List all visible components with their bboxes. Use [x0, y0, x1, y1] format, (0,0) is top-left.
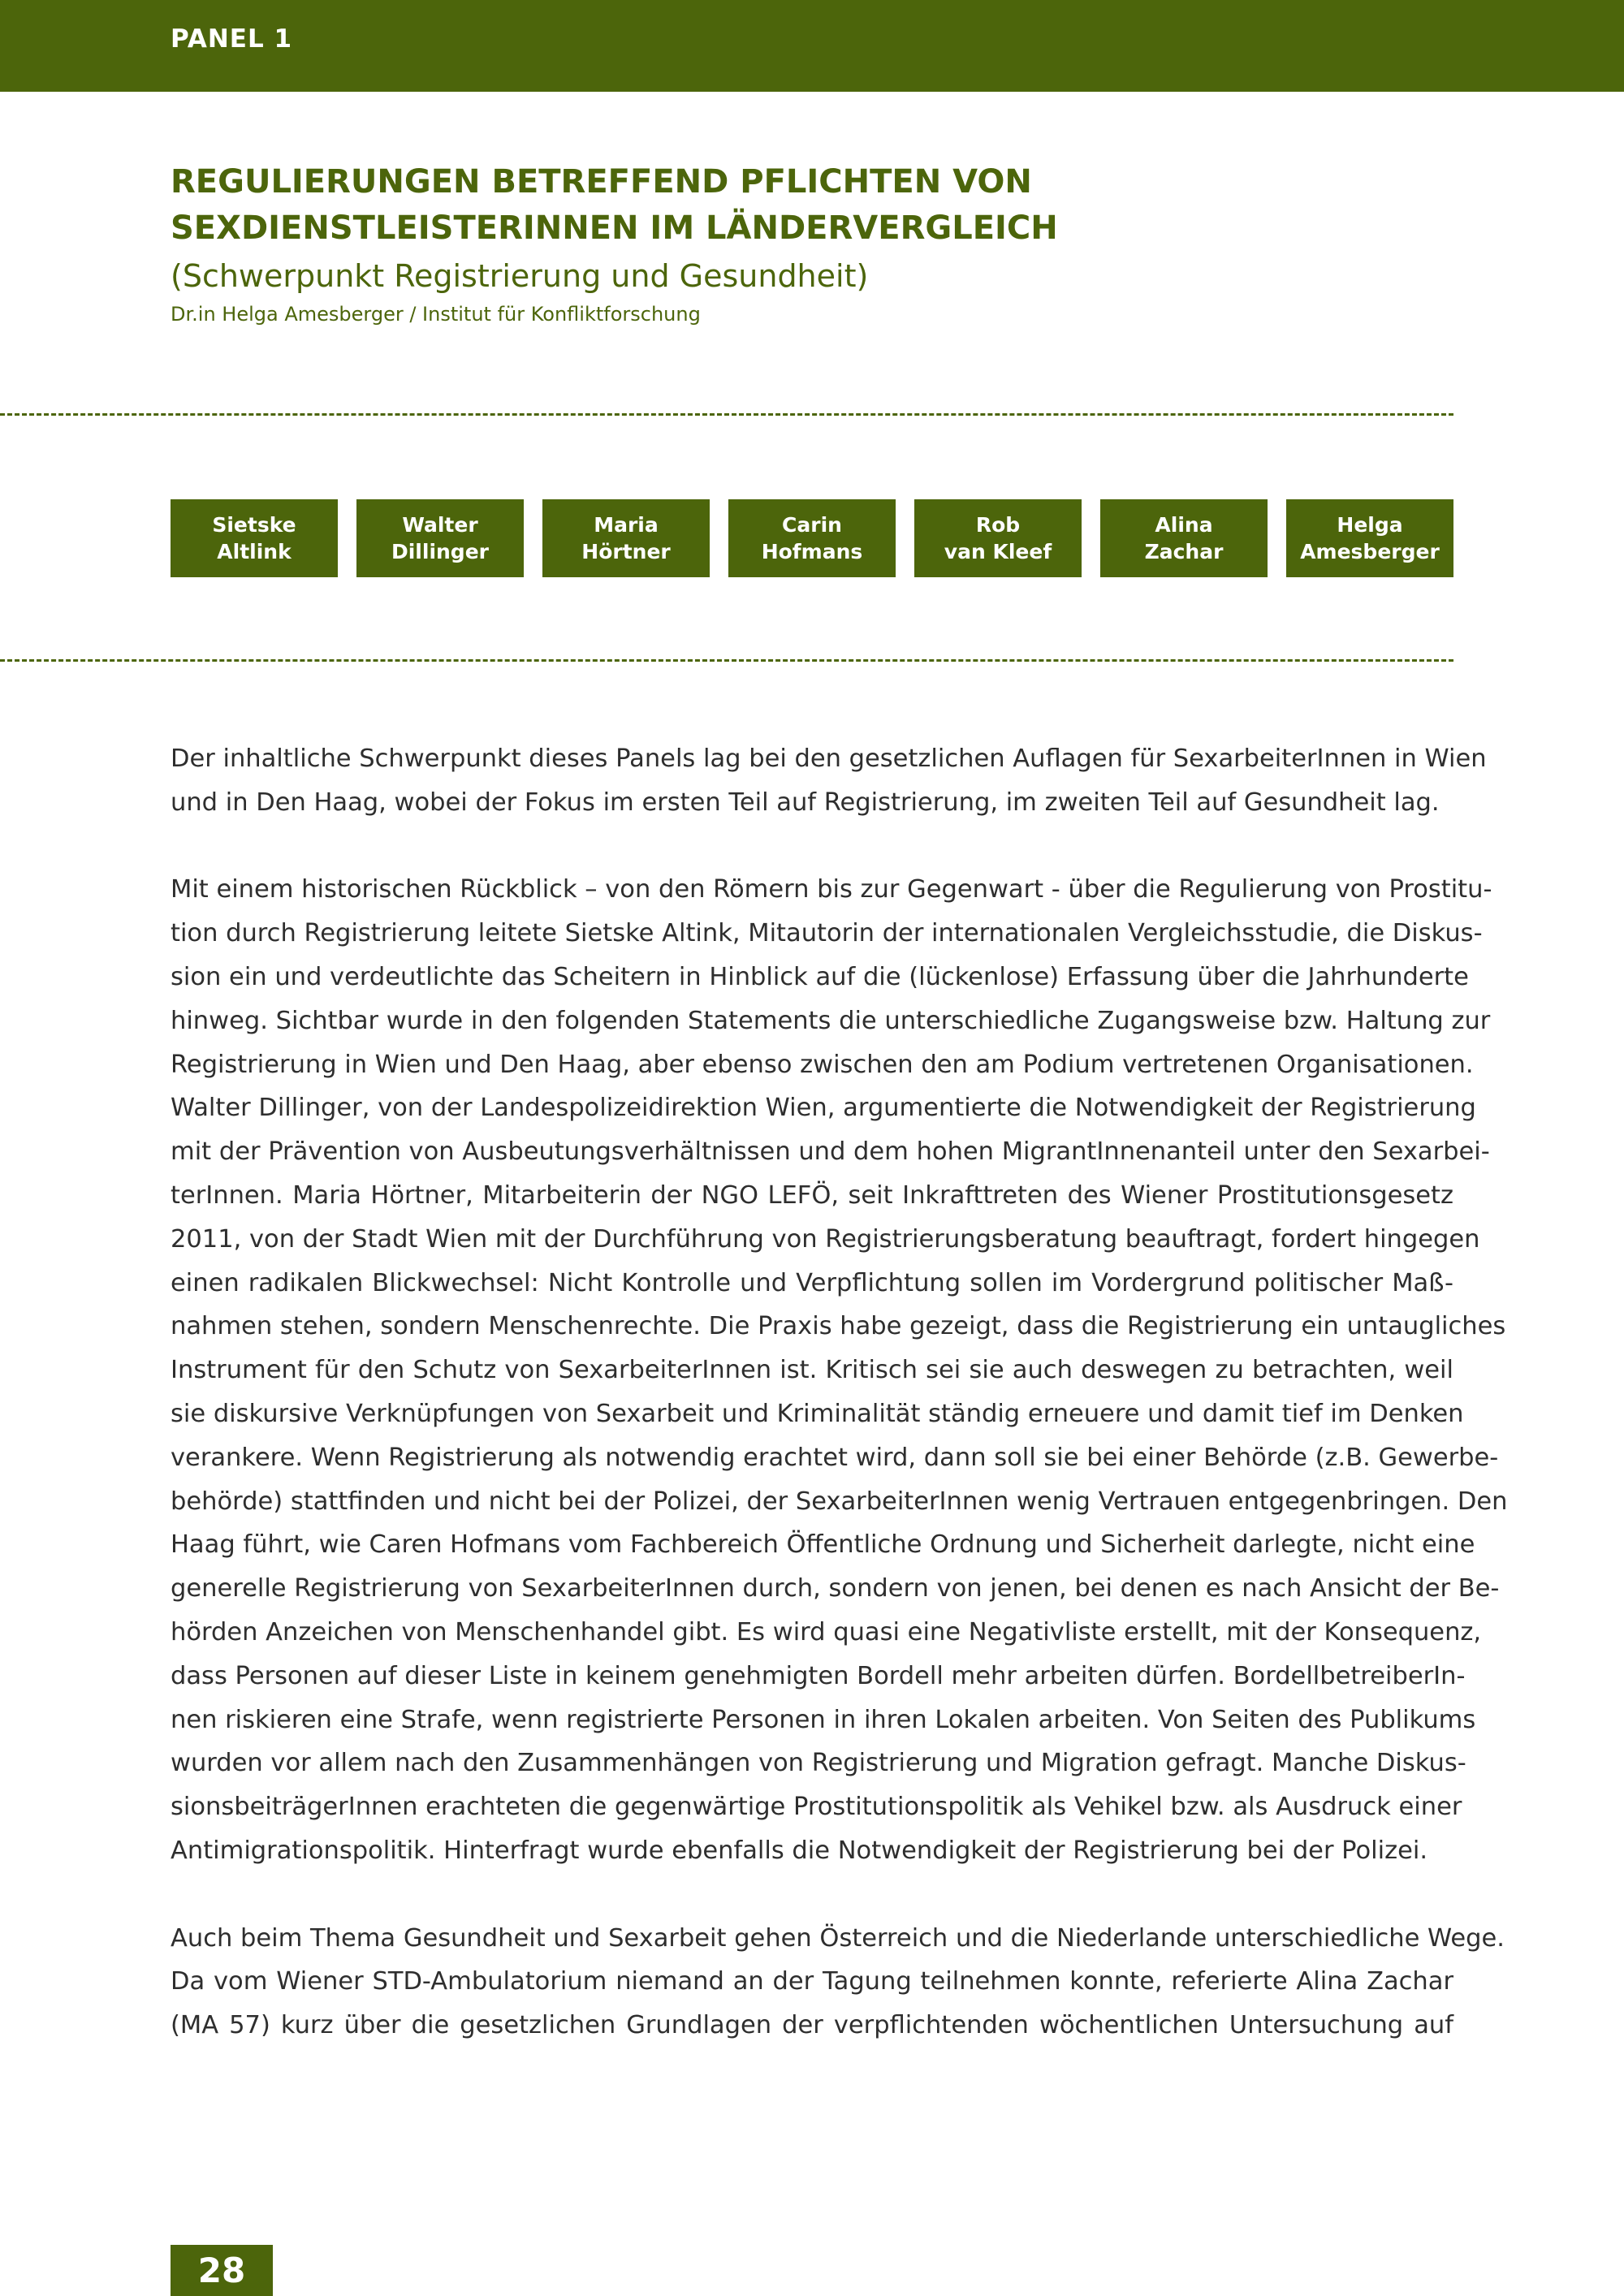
text-line: Da vom Wiener STD-Ambulatorium niemand an der Tagung teilnehmen konnte, referierte Alina Zachar [171, 1967, 1453, 1996]
text-line: terInnen. Maria Hörtner, Mitarbeiterin der NGO LEFÖ, seit Inkrafttreten des Wiener Prostitutionsgesetz [171, 1180, 1453, 1210]
speaker-box-altlink [171, 499, 338, 577]
speaker-last-name: Altlink [217, 540, 292, 563]
subtitle: (Schwerpunkt Registrierung und Gesundheit) [171, 258, 869, 294]
paragraph-1 [171, 737, 1487, 825]
speaker-last-name: Dillinger [391, 540, 489, 563]
text-line: hinweg. Sichtbar wurde in den folgenden Statements die unterschiedliche Zugangsweise bzw. Haltung zur [171, 1006, 1491, 1035]
speaker-first-name: Helga [1337, 513, 1403, 537]
speaker-last-name: Amesberger [1300, 540, 1440, 563]
speaker-box-zachar [1100, 499, 1268, 577]
speaker-first-name: Rob [975, 513, 1021, 537]
text-line: Der inhaltliche Schwerpunkt dieses Panels lag bei den gesetzlichen Auflagen für SexarbeiterInnen in Wien [171, 744, 1487, 773]
text-line: dass Personen auf dieser Liste in keinem genehmigten Bordell mehr arbeiten dürfen. BordellbetreiberIn- [171, 1661, 1466, 1690]
text-line: sie diskursive Verknüpfungen von Sexarbeit und Kriminalität ständig erneuere und damit tief im Denken [171, 1399, 1464, 1428]
title-block [171, 159, 1470, 328]
speaker-box-hofmans [728, 499, 896, 577]
text-line: Walter Dillinger, von der Landespolizeidirektion Wien, argumentierte die Notwendigkeit der Registrierung [171, 1094, 1476, 1123]
speaker-box-hoertner [542, 499, 710, 577]
speaker-first-name: Alina [1155, 513, 1213, 537]
text-line: behörde) stattfinden und nicht bei der Polizei, der SexarbeiterInnen wenig Vertrauen entgegenbringen. Den [171, 1487, 1508, 1516]
text-line: mit der Prävention von Ausbeutungsverhältnissen und dem hohen MigrantInnenanteil unter den Sexarbei- [171, 1137, 1490, 1167]
speaker-box-van-kleef [914, 499, 1082, 577]
text-line: nahmen stehen, sondern Menschenrechte. Die Praxis habe gezeigt, dass die Registrierung ein untaugliches [171, 1312, 1506, 1341]
speaker-box-amesberger [1286, 499, 1453, 577]
text-line: nen riskieren eine Strafe, wenn registrierte Personen in ihren Lokalen arbeiten. Von Seiten des Publikums [171, 1705, 1476, 1734]
body-text [171, 737, 1508, 2091]
speaker-last-name: Zachar [1144, 540, 1224, 563]
divider-top [0, 413, 1453, 416]
speaker-last-name: Hörtner [581, 540, 671, 563]
text-line: sionsbeiträgerInnen erachteten die gegenwärtige Prostitutionspolitik als Vehikel bzw. als Ausdruck einer [171, 1793, 1462, 1822]
speaker-first-name: Maria [594, 513, 659, 537]
speaker-box-dillinger [356, 499, 524, 577]
text-line: wurden vor allem nach den Zusammenhängen von Registrierung und Migration gefragt. Manche Diskus- [171, 1749, 1466, 1778]
speaker-last-name: van Kleef [944, 540, 1052, 563]
text-line: verankere. Wenn Registrierung als notwendig erachtet wird, dann soll sie bei einer Behörde (z.B. Gewerbe- [171, 1443, 1499, 1472]
text-line: 2011, von der Stadt Wien mit der Durchführung von Registrierungsberatung beauftragt, fordert hingegen [171, 1224, 1480, 1254]
text-line: Auch beim Thema Gesundheit und Sexarbeit gehen Österreich und die Niederlande unterschiedliche Wege. [171, 1923, 1505, 1953]
page-number-box [171, 2245, 273, 2296]
title-line-1: REGULIERUNGEN BETREFFEND PFLICHTEN VON [171, 163, 1032, 201]
text-line: sion ein und verdeutlichte das Scheitern in Hinblick auf die (lückenlose) Erfassung über die Jahrhunderte [171, 962, 1469, 991]
speaker-first-name: Walter [402, 513, 478, 537]
text-line: einen radikalen Blickwechsel: Nicht Kontrolle und Verpflichtung sollen im Vordergrund politischer Maß- [171, 1268, 1453, 1297]
text-line: Antimigrationspolitik. Hinterfragt wurde ebenfalls die Notwendigkeit der Registrierung bei der Polizei. [171, 1836, 1428, 1865]
speaker-first-name: Sietske [212, 513, 296, 537]
paragraph-3 [171, 1917, 1505, 2048]
header-bar [0, 0, 1624, 92]
speaker-last-name: Hofmans [761, 540, 863, 563]
text-line: Instrument für den Schutz von SexarbeiterInnen ist. Kritisch sei sie auch deswegen zu betrachten, weil [171, 1356, 1453, 1385]
divider-bottom [0, 659, 1453, 662]
page-number: 28 [197, 2251, 246, 2290]
text-line: Registrierung in Wien und Den Haag, aber ebenso zwischen den am Podium vertretenen Organisationen. [171, 1050, 1474, 1079]
author-line: Dr.in Helga Amesberger / Institut für Konfliktforschung [171, 303, 701, 326]
text-line: hörden Anzeichen von Menschenhandel gibt. Es wird quasi eine Negativliste erstellt, mit der Konsequenz, [171, 1617, 1482, 1646]
text-line: (MA 57) kurz über die gesetzlichen Grundlagen der verpflichtenden wöchentlichen Untersuchung auf [171, 2011, 1453, 2040]
text-line: tion durch Registrierung leitete Sietske Altink, Mitautorin der internationalen Vergleichsstudie, die Diskus- [171, 919, 1483, 948]
paragraph-2 [171, 868, 1508, 1872]
text-line: Haag führt, wie Caren Hofmans vom Fachbereich Öffentliche Ordnung und Sicherheit darlegte, nicht eine [171, 1530, 1475, 1560]
panel-label: PANEL 1 [171, 24, 293, 54]
text-line: generelle Registrierung von SexarbeiterInnen durch, sondern von jenen, bei denen es nach Ansicht der Be- [171, 1574, 1500, 1603]
text-line: und in Den Haag, wobei der Fokus im ersten Teil auf Registrierung, im zweiten Teil auf Gesundheit lag. [171, 788, 1440, 817]
speaker-list [171, 499, 1453, 577]
text-line: Mit einem historischen Rückblick – von den Römern bis zur Gegenwart - über die Regulierung von Prostitu- [171, 875, 1492, 904]
speaker-first-name: Carin [782, 513, 842, 537]
title-line-2: SEXDIENSTLEISTERINNEN IM LÄNDERVERGLEICH [171, 209, 1058, 247]
